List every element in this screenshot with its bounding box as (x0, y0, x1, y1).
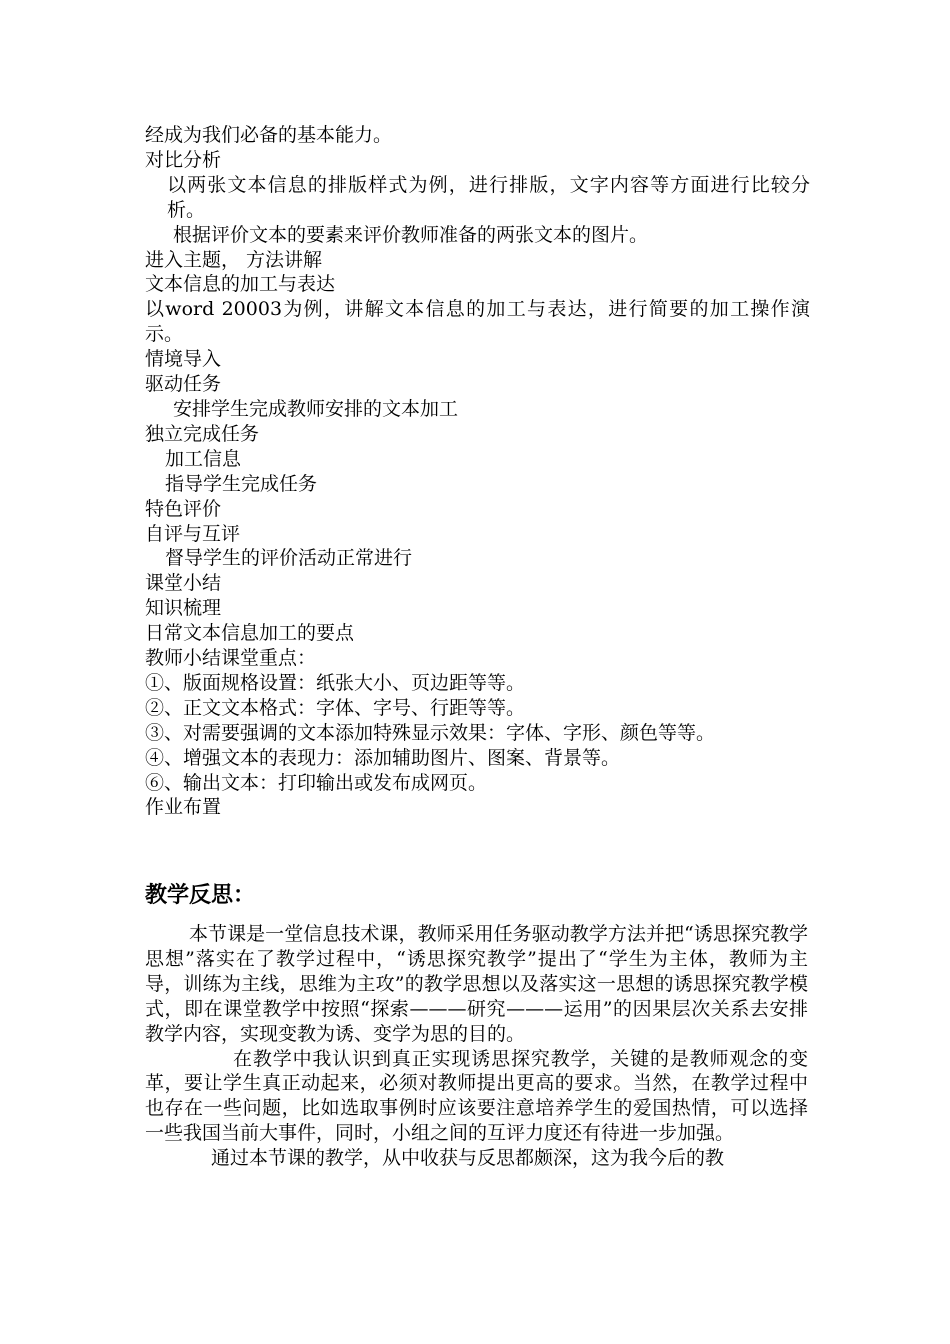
reflection-heading: 教学反思： (145, 882, 256, 908)
lesson-steps (145, 123, 810, 820)
section-label: 自评与互评 (145, 522, 241, 545)
section-label: 驱动任务 (145, 373, 222, 396)
text-line: 督导学生的评价活动正常进行 (165, 547, 413, 570)
section-label: 进入主题， 方法讲解 (145, 248, 323, 271)
text-line: 教师小结课堂重点： (145, 647, 317, 670)
reflection-paragraph: 本节课是一堂信息技术课，教师采用任务驱动教学方法并把“诱思探究教学思想”落实在了教学过程中，“诱思探究教学”提出了“学生为主体，教师为主导，训练为主线，思维为主攻”的教学思想以及落实这一思想的诱思探究教学模式，即在课堂教学中按照“探索———研究———运用”的因果层次关系去安排教学内容，实现变教为诱、变学为思的目的。 (145, 923, 808, 1045)
section-label: 对比分析 (145, 148, 222, 171)
section-label: 独立完成任务 (145, 422, 260, 445)
list-item: ⑥、输出文本：打印输出或发布成网页。 (145, 771, 488, 794)
text-line: 根据评价文本的要素来评价教师准备的两张文本的图片。 (173, 223, 649, 246)
reflection-paragraph: 在教学中我认识到真正实现诱思探究教学，关键的是教师观念的变革，要让学生真正动起来，必须对教师提出更高的要求。当然，在教学过程中也存在一些问题，比如选取事例时应该要注意培养学生的爱国热情，可以选择一些我国当前大事件，同时，小组之间的互评力度还有待进一步加强。 (145, 1047, 808, 1145)
section-label: 文本信息的加工与表达 (145, 273, 336, 296)
reflection-paragraph: 通过本节课的教学，从中收获与反思都颇深，这为我今后的教 (211, 1147, 725, 1170)
text-line: 安排学生完成教师安排的文本加工 (173, 397, 459, 420)
section-label: 课堂小结 (145, 572, 222, 595)
text-line: 指导学生完成任务 (165, 472, 318, 495)
text-line: 经成为我们必备的基本能力。 (145, 124, 393, 146)
text-line: 日常文本信息加工的要点 (145, 622, 355, 645)
section-label: 情境导入 (145, 348, 222, 371)
text-line: 以两张文本信息的排版样式为例，进行排版，文字内容等方面进行比较分析。 (167, 173, 810, 221)
section-label: 知识梳理 (145, 597, 222, 620)
list-item: ②、正文文本格式：字体、字号、行距等等。 (145, 696, 526, 719)
section-label: 作业布置 (145, 796, 222, 819)
list-item: ①、版面规格设置：纸张大小、页边距等等。 (145, 671, 526, 694)
text-line: 以word 20003为例，讲解文本信息的加工与表达，进行简要的加工操作演示。 (145, 298, 810, 346)
reflection-body (145, 922, 808, 1171)
list-item: ④、增强文本的表现力：添加辅助图片、图案、背景等。 (145, 746, 621, 769)
text-line: 加工信息 (165, 447, 242, 470)
list-item: ③、对需要强调的文本添加特殊显示效果：字体、字形、颜色等等。 (145, 721, 716, 744)
section-label: 特色评价 (145, 497, 222, 520)
